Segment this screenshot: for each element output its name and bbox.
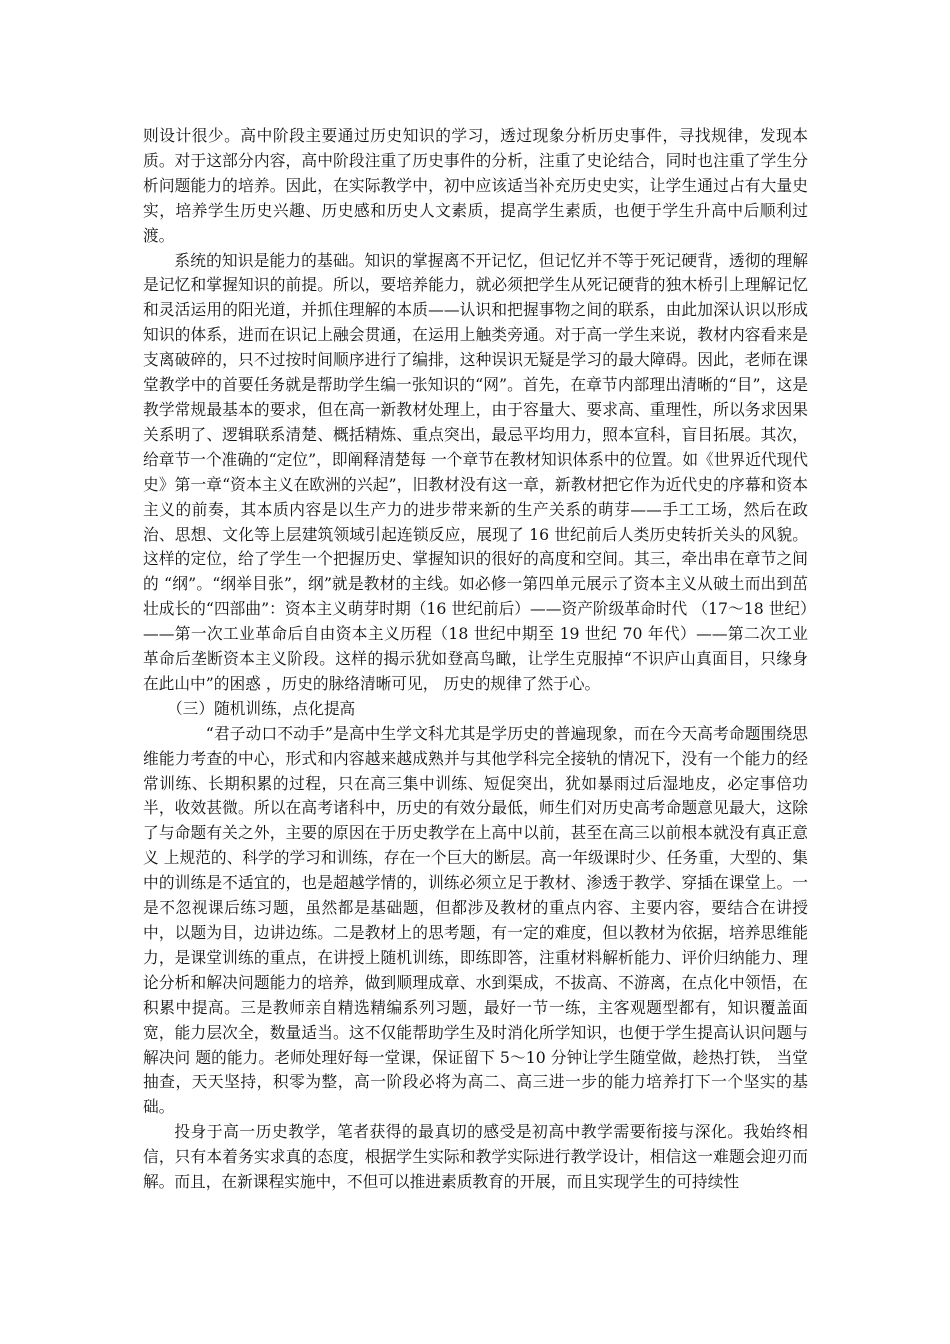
paragraph-training: “君子动口不动手”是高中生学文科尤其是学历史的普遍现象，而在今天高考命题围绕思维能力考查的中心，形式和内容越来越成熟并与其他学科完全接轨的情况下，没有一个能力的经常训练、长期积累的过程，只在高三集中训练、短促突出，犹如暴雨过后湿地皮，必定事倍功半，收效甚微。所以在高考诸科中，历史的有效分最低，师生们对历史高考命题意见最大，这除了与命题有关之外，主要的原因在于历史教学在上高中以前，甚至在高三以前根本就没有真正意义 上规范的、科学的学习和训练，存在一个巨大的断层。高一年级课时少、任务重，大型的、集中的训练是不适宜的，也是超越学情的，训练必须立足于教材、渗透于教学、穿插在课堂上。一是不忽视课后练习题，虽然都是基础题，但都涉及教材的重点内容、主要内容，要结合在讲授中，以题为目，边讲边练。二是教材上的思考题，有一定的难度，但以教材为依据，培养思维能力，是课堂训练的重点，在讲授上随机训练，即练即答，注重材料解析能力、评价归纳能力、理论分析和解决问题能力的培养，做到顺理成章、水到渠成，不拔高、不游离，在点化中领悟，在积累中提高。三是教师亲自精选精编系列习题，最好一节一练，主客观题型都有，知识覆盖面宽，能力层次全，数量适当。这不仅能帮助学生及时消化所学知识，也便于学生提高认识问题与解决问 题的能力。老师处理好每一堂课，保证留下 5～10 分钟让学生随堂做，趁热打铁， 当堂抽查，天天坚持，积零为整，高一阶段必将为高二、高三进一步的能力培养打下一个坚实的基础。 <box>143 723 808 1117</box>
document-body <box>143 124 808 1195</box>
paragraph-continuation: 则设计很少。高中阶段主要通过历史知识的学习，透过现象分析历史事件，寻找规律，发现本质。对于这部分内容，高中阶段注重了历史事件的分析，注重了史论结合，同时也注重了学生分析问题能力的培养。因此，在实际教学中，初中应该适当补充历史史实，让学生通过占有大量史实，培养学生历史兴趣、历史感和历史人文素质，提高学生素质，也便于学生升高中后顺利过渡。 <box>143 126 808 245</box>
section-heading-random-training: （三）随机训练，点化提高 <box>167 698 356 718</box>
paragraph-systematic-knowledge: 系统的知识是能力的基础。知识的掌握离不开记忆，但记忆并不等于死记硬背，透彻的理解是记忆和掌握知识的前提。所以，要培养能力，就必须把学生从死记硬背的独木桥引上理解记忆和灵活运用的阳光道，并抓住理解的本质——认识和把握事物之间的联系，由此加深认识以形成知识的体系，进而在识记上融会贯通，在运用上触类旁通。对于高一学生来说，教材内容看来是支离破碎的，只不过按时间顺序进行了编排，这种误识无疑是学习的最大障碍。因此，老师在课堂教学中的首要任务就是帮助学生编一张知识的“网”。首先，在章节内部理出清晰的“目”，这是教学常规最基本的要求，但在高一新教材处理上，由于容量大、要求高、重理性，所以务求因果关系明了、逻辑联系清楚、概括精炼、重点突出，最忌平均用力，照本宣科，盲目拓展。其次，给章节一个准确的“定位”，即阐释清楚每 一个章节在教材知识体系中的位置。如《世界近代现代史》第一章“资本主义在欧洲的兴起”，旧教材没有这一章，新教材把它作为近代史的序幕和资本主义的前奏，其本质内容是以生产力的进步带来新的生产关系的萌芽——手工工场，然后在政治、思想、文化等上层建筑领域引起连锁反应，展现了 16 世纪前后人类历史转折关头的风貌。这样的定位，给了学生一个把握历史、掌握知识的很好的高度和空间。其三，牵出串在章节之间的 “纲”。“纲举目张”，纲”就是教材的主线。如必修一第四单元展示了资本主义从破土而出到茁壮成长的“四部曲”：资本主义萌芽时期（16 世纪前后）——资产阶级革命时代 （17～18 世纪）——第一次工业革命后自由资本主义历程（18 世纪中期至 19 世纪 70 年代）——第二次工业革命后垄断资本主义阶段。这样的揭示犹如登高鸟瞰，让学生克服掉“不识庐山真面目，只缘身在此山中”的困惑 ，历史的脉络清晰可见， 历史的规律了然于心。 <box>143 250 808 693</box>
paragraph-conclusion: 投身于高一历史教学，笔者获得的最真切的感受是初高中教学需要衔接与深化。我始终相信，只有本着务实求真的态度，根据学生实际和教学实际进行教学设计，相信这一难题会迎刃而解。而且，在新课程实施中，不但可以推进素质教育的开展，而且实现学生的可持续性 <box>143 1122 808 1192</box>
